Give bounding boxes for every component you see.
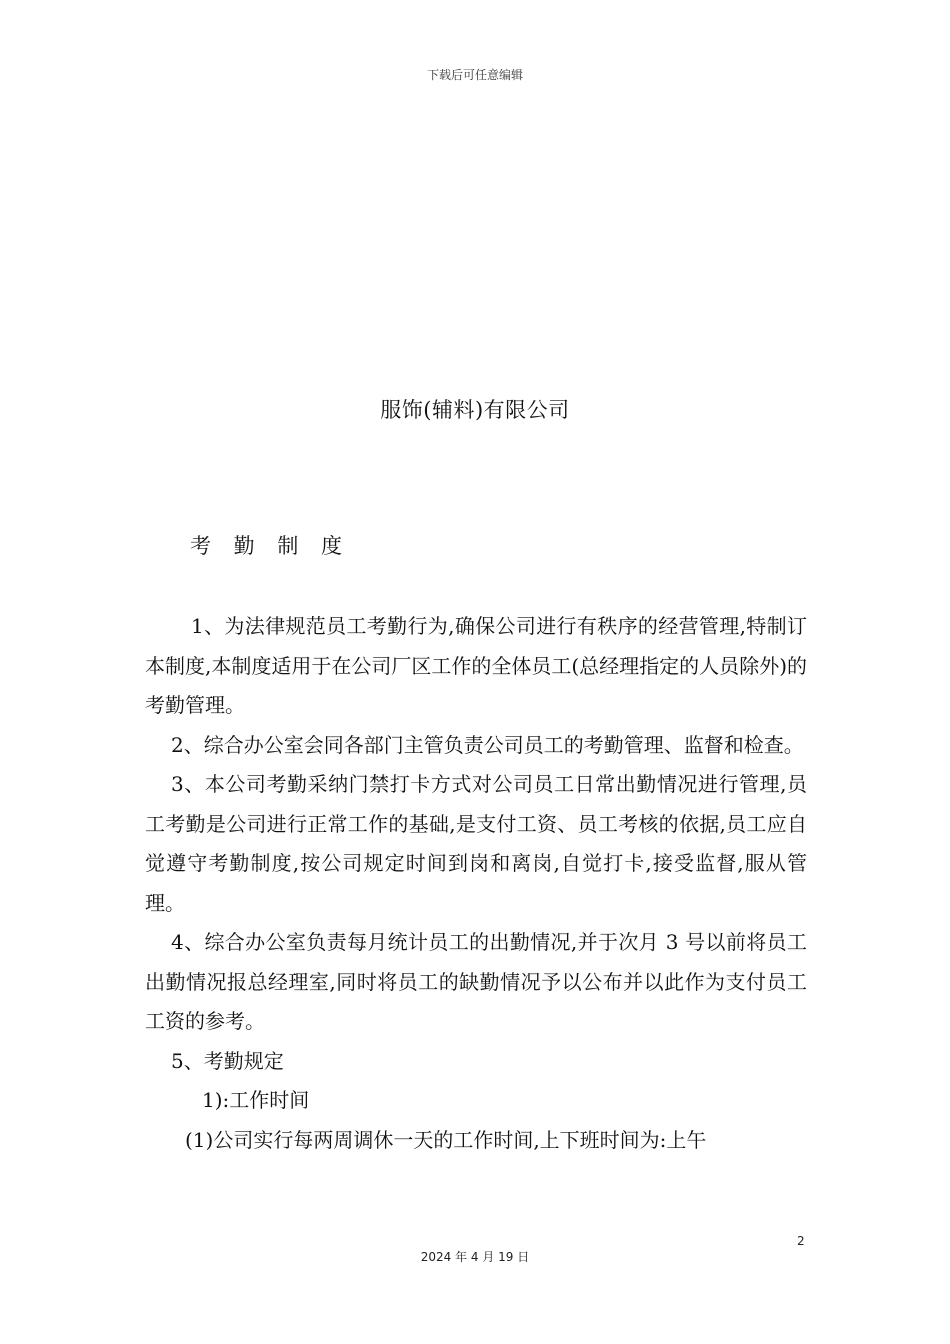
footer-date: 2024 年 4 月 19 日 [420, 1250, 530, 1264]
paragraph-4: 4、综合办公室负责每月统计员工的出勤情况,并于次月 3 号以前将员工出勤情况报总经理室,同时将员工的缺勤情况予以公布并以此作为支付员工工资的参考。 [145, 930, 807, 1033]
paragraph-work-schedule: (1)公司实行每两周调休一天的工作时间,上下班时间为:上午 [185, 1127, 707, 1152]
paragraph-1: 1、为法律规范员工考勤行为,确保公司进行有秩序的经营管理,特制订本制度,本制度适用于在公司厂区工作的全体员工(总经理指定的人员除外)的考勤管理。 [145, 614, 807, 717]
document-body [145, 607, 807, 1160]
paragraph-3: 3、本公司考勤采纳门禁打卡方式对公司员工日常出勤情况进行管理,员工考勤是公司进行正常工作的基础,是支付工资、员工考核的依据,员工应自觉遵守考勤制度,按公司规定时间到岗和离岗,自觉打卡,接受监督,服从管理。 [145, 772, 807, 915]
paragraph-2: 2、综合办公室会同各部门主管负责公司员工的考勤管理、监督和检查。 [171, 732, 804, 757]
subsection-work-hours: 1):工作时间 [202, 1088, 310, 1112]
company-name: 服饰(辅料)有限公司 [380, 398, 570, 422]
section-title-attendance-rules: 5、考勤规定 [171, 1048, 284, 1073]
document-heading: 考 勤 制 度 [190, 534, 351, 558]
page-number: 2 [797, 1234, 805, 1248]
header-note: 下载后可任意编辑 [426, 68, 523, 82]
